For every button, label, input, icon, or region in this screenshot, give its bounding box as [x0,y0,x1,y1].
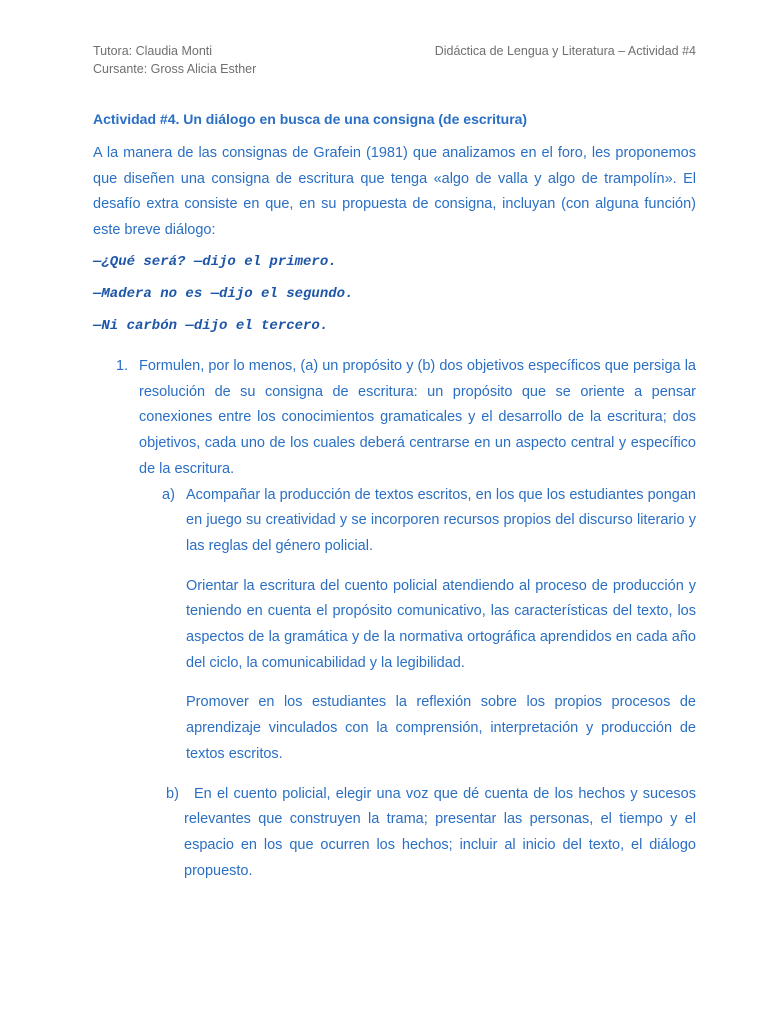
sub-item-marker: b) [166,785,179,802]
dialog-line-1: —¿Qué será? —dijo el primero. [93,254,337,270]
sub-item-a-paragraph-2: Orientar la escritura del cuento policial atendiendo al proceso de producción y teniendo en cuenta el propósito comunicativo, las características del texto, los aspectos de la gramática y de la normativa ortográfica aprendidos en cada año del ciclo, la comunicabilidad y la legibilidad. [186,577,696,671]
sub-item-a [93,483,696,560]
list-item-1 [93,354,696,483]
dialog-line-2: —Madera no es —dijo el segundo. [93,286,354,302]
sub-item-marker: a) [162,486,175,503]
header-student: Cursante: Gross Alicia Esther [93,62,257,76]
sub-item-a-text: Acompañar la producción de textos escritos, en los que los estudiantes pongan en juego su creatividad y se incorporen recursos propios del discurso literario y las reglas del género policial. [186,486,696,554]
sub-item-a-paragraph-3: Promover en los estudiantes la reflexión sobre los propios procesos de aprendizaje vinculados con la comprensión, interpretación y producción de textos escritos. [186,694,696,762]
list-number: 1. [116,358,129,374]
header-tutor: Tutora: Claudia Monti [93,44,213,58]
document-body [93,109,696,884]
header-left [93,42,256,78]
list-item-text: Formulen, por lo menos, (a) un propósito y (b) dos objetivos específicos que persiga la resolución de su consigna de escritura: un propósito que se oriente a pensar conexiones entre los conocimientos gramaticales y el desarrollo de la escritura; dos objetivos, cada uno de los cuales deberá centrarse en un aspecto central y específico de la escritura. [139,358,696,477]
intro-paragraph: A la manera de las consignas de Grafein (1981) que analizamos en el foro, les proponemos que diseñen una consigna de escritura que tenga «algo de valla y algo de trampolín». El desafío extra consiste en que, en su propuesta de consigna, incluyan (con alguna función) este breve diálogo: [93,145,696,238]
header-right [435,42,696,60]
dialog-line-3: —Ni carbón —dijo el tercero. [93,318,329,334]
sub-item-b [93,782,696,885]
sub-item-b-text: En el cuento policial, elegir una voz que dé cuenta de los hechos y sucesos relevantes que construyen la trama; presentar las personas, el tiempo y el espacio en los que ocurren los hechos; incluir al inicio del texto, el diálogo propuesto. [184,785,696,879]
activity-title: Actividad #4. Un diálogo en busca de una consigna (de escritura) [93,111,528,127]
header-course: Didáctica de Lengua y Literatura – Actividad #4 [434,44,696,58]
